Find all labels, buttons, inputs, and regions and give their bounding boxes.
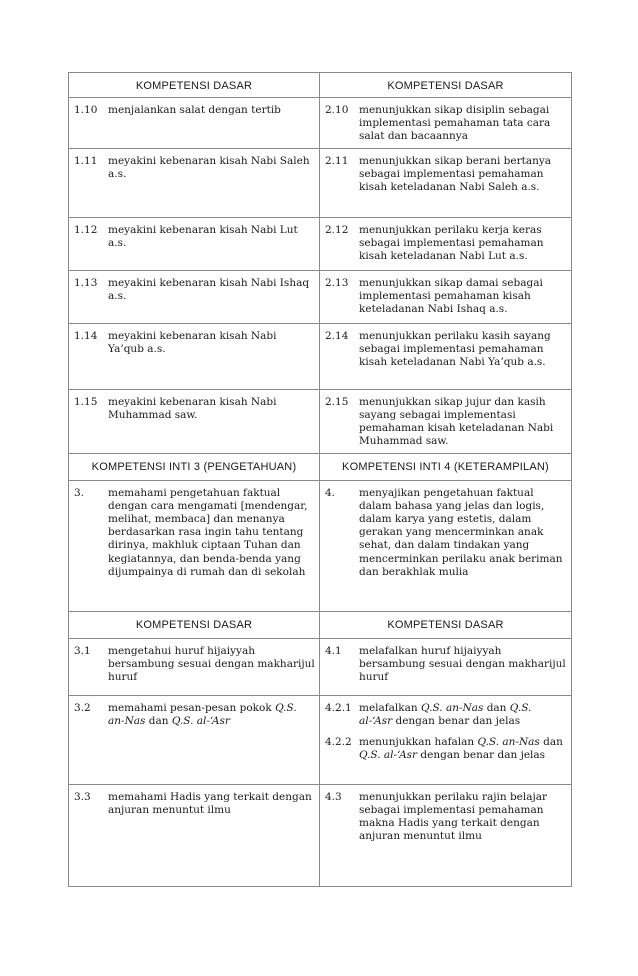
header-cell-right: KOMPETENSI INTI 4 (KETERAMPILAN) [320,453,572,480]
item-text: melafalkan huruf hijaiyyah bersambung sesuai dengan makharijul huruf [359,644,566,684]
item-text: menunjukkan perilaku kasih sayang sebagai implementasi pemahaman kisah keteladanan Nabi Ya’qub a.s. [359,329,551,369]
item-text: menunjukkan perilaku kerja keras sebagai implementasi pemahaman kisah keteladanan Nabi Lut a.s. [359,223,544,263]
item-text: meyakini kebenaran kisah Nabi Lut a.s. [108,223,298,249]
sub-item [320,736,571,762]
item-number: 2.15 [325,395,349,408]
competency-table [68,72,572,887]
item-number: 2.11 [325,154,349,167]
item-text: melafalkan Q.S. an-Nas dan Q.S. al-‘Asr dengan benar dan jelas [359,701,532,727]
item-text: meyakini kebenaran kisah Nabi Muhammad saw. [108,395,277,421]
item-number: 2.10 [325,104,349,116]
item-number: 2.14 [325,329,349,342]
item-number: 4.3 [325,790,342,803]
item-text: meyakini kebenaran kisah Nabi Ishaq a.s. [108,276,310,302]
table-row [69,148,572,217]
item-number: 1.13 [74,276,98,289]
cell-right [320,784,572,886]
item-text: menunjukkan sikap jujur dan kasih sayang sebagai implementasi pemahaman kisah keteladanan Nabi Muhammad saw. [359,395,554,448]
item-number: 4.2.2 [325,736,352,749]
item-number: 4.2.1 [325,701,352,714]
item-number: 3. [74,486,85,499]
header-cell-left: KOMPETENSI DASAR [69,611,320,638]
item-text: meyakini kebenaran kisah Nabi Ya’qub a.s. [108,329,277,355]
table-row [69,480,572,611]
item-text: menyajikan pengetahuan faktual dalam bahasa yang jelas dan logis, dalam karya yang estetis, dalam gerakan yang mencerminkan anak sehat, dan dalam tindakan yang mencerminkan perilaku anak beriman dan berakhlak mulia [359,486,563,578]
cell-left [69,323,320,389]
cell-left [69,270,320,323]
item-text: menjalankan salat dengan tertib [108,104,281,116]
cell-left [69,389,320,453]
item-text: menunjukkan sikap berani bertanya sebagai implementasi pemahaman kisah keteladanan Nabi Saleh a.s. [359,154,552,194]
table-row [69,270,572,323]
header-cell-left: KOMPETENSI DASAR [69,73,320,98]
cell-right [320,480,572,611]
cell-left [69,480,320,611]
item-number: 1.11 [74,154,98,167]
table-row [69,389,572,453]
item-text: meyakini kebenaran kisah Nabi Saleh a.s. [108,154,310,180]
header-cell-right: KOMPETENSI DASAR [320,611,572,638]
table-row [69,98,572,149]
item-number: 2.12 [325,223,349,236]
competency-table-wrapper [68,72,570,887]
cell-left [69,695,320,784]
cell-left [69,217,320,270]
cell-left [69,784,320,886]
sub-item [320,702,571,728]
item-number: 4.1 [325,644,342,657]
item-text: menunjukkan sikap disiplin sebagai implementasi pemahaman tata cara salat dan bacaannya [359,104,551,143]
table-row [69,695,572,784]
table-header-row [69,453,572,480]
cell-right [320,323,572,389]
table-header-row [69,73,572,98]
cell-right [320,217,572,270]
cell-right [320,148,572,217]
item-text: menunjukkan sikap damai sebagai implementasi pemahaman kisah keteladanan Nabi Ishaq a.s. [359,276,543,316]
table-row [69,323,572,389]
cell-right [320,270,572,323]
item-number: 1.12 [74,223,98,236]
cell-right [320,98,572,149]
item-text: memahami pesan-pesan pokok Q.S. an-Nas dan Q.S. al-‘Asr [108,701,297,727]
item-number: 1.14 [74,329,98,342]
item-number: 1.15 [74,395,98,408]
cell-left [69,638,320,695]
item-number: 3.2 [74,701,91,714]
cell-left [69,98,320,149]
table-header-row [69,611,572,638]
item-text: memahami Hadis yang terkait dengan anjuran menuntut ilmu [108,790,312,816]
table-row [69,638,572,695]
cell-right [320,638,572,695]
table-row [69,217,572,270]
header-cell-right: KOMPETENSI DASAR [320,73,572,98]
item-number: 4. [325,486,336,499]
cell-right [320,695,572,784]
item-text: menunjukkan perilaku rajin belajar sebagai implementasi pemahaman makna Hadis yang terkait dengan anjuran menuntut ilmu [359,790,548,843]
item-number: 3.3 [74,790,91,803]
item-text: memahami pengetahuan faktual dengan cara mengamati [mendengar, melihat, membaca] dan menanya berdasarkan rasa ingin tahu tentang dirinya, makhluk ciptaan Tuhan dan kegiatannya, dan benda-benda yang dijumpainya di rumah dan di sekolah [108,486,308,578]
cell-left [69,148,320,217]
cell-right [320,389,572,453]
header-cell-left: KOMPETENSI INTI 3 (PENGETAHUAN) [69,453,320,480]
item-text: menunjukkan hafalan Q.S. an-Nas dan Q.S. al-‘Asr dengan benar dan jelas [359,736,563,762]
item-number: 2.13 [325,276,349,289]
item-text: mengetahui huruf hijaiyyah bersambung sesuai dengan makharijul huruf [108,644,315,684]
item-number: 3.1 [74,644,91,657]
table-row [69,784,572,886]
item-number: 1.10 [74,104,98,116]
